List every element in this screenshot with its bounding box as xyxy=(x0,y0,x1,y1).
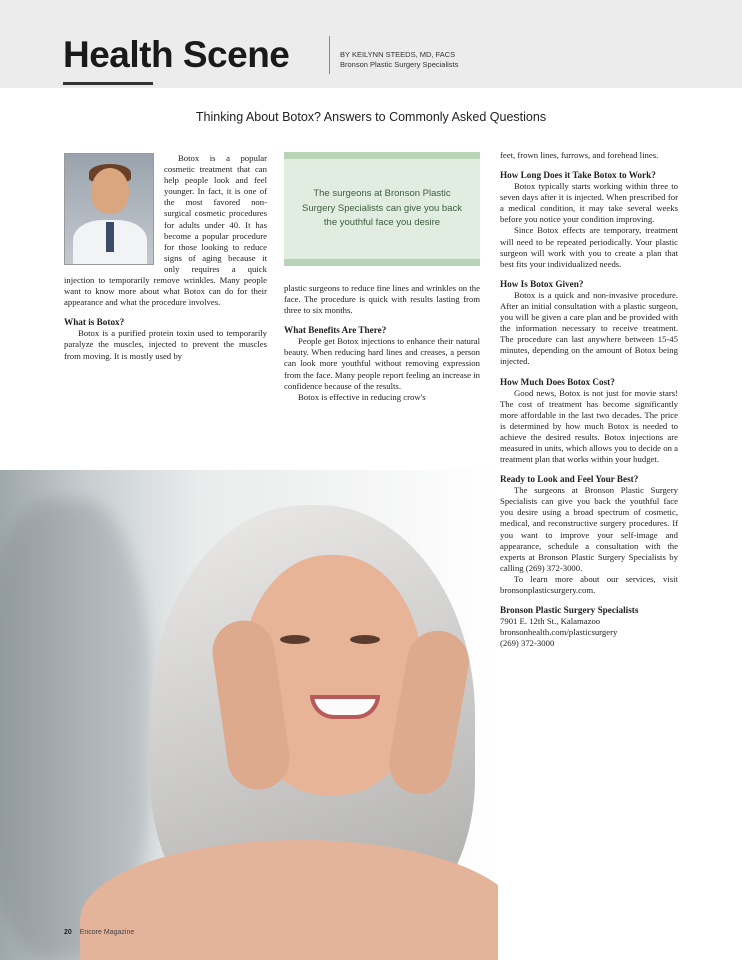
paragraph-benefits: People get Botox injections to enhance their natural beauty. When reducing hard lines and creases, a person can look more youthful without removing expression from the face. Many people report feeling an increase in confidence because of the results. xyxy=(284,336,480,391)
paragraph-crows-feet: Botox is effective in reducing crow's xyxy=(298,391,426,402)
heading-cost: How Much Does Botox Cost? xyxy=(500,376,615,387)
header-band xyxy=(0,0,742,88)
photo-eye-right xyxy=(350,635,380,644)
page-number: 20 xyxy=(64,929,72,936)
column-3 xyxy=(500,150,678,649)
author-portrait xyxy=(64,153,154,265)
contact-street: 7901 E. 12th St., Kalamazoo xyxy=(500,616,601,627)
author-affiliation: Bronson Plastic Surgery Specialists xyxy=(340,60,459,69)
heading-how-long: How Long Does it Take Botox to Work? xyxy=(500,170,656,181)
contact-block xyxy=(500,605,678,649)
intro-paragraph: Botox is a popular cosmetic treatment that can help people look and feel younger. In fact, it is one of the most favored non-surgical cosmetic procedures for adults under 40. It has become a popular procedure for those looking to reduce signs of aging because it only requires a quick injection to temporarily remove wrinkles. Many people want to know more about what Botox can do for their appearance and what the procedure involves. xyxy=(64,153,267,308)
paragraph-how-given: Botox is a quick and non-invasive procedure. After an initial consultation with a plastic surgeon, you will be given a care plan and be provided with the information necessary to receive treatment. The procedure can last anywhere between 15-45 minutes, depending on the amount of Botox being injected. xyxy=(500,289,678,367)
paragraph-learn-more: To learn more about our services, visit bronsonplasticsurgery.com. xyxy=(500,573,678,595)
paragraph-how-long: Botox typically starts working within three to seven days after it is injected. When prescribed for a medical condition, it may take several weeks before you notice your condition improving. xyxy=(500,181,678,225)
heading-what-is-botox: What is Botox? xyxy=(64,317,125,328)
byline xyxy=(340,50,458,70)
header-accent-bar xyxy=(63,82,153,85)
heading-how-given: How Is Botox Given? xyxy=(500,278,584,289)
pull-quote-text: The surgeons at Bronson Plastic Surgery Specialists can give you back the youthful face you desire xyxy=(302,188,462,229)
paragraph-continued: plastic surgeons to reduce fine lines and wrinkles on the face. The procedure is quick with results lasting from three to six months. xyxy=(284,283,480,316)
portrait-face xyxy=(91,168,129,214)
paragraph-lines: feet, frown lines, furrows, and forehead lines. xyxy=(500,150,659,160)
page-footer xyxy=(64,929,134,936)
contact-website: bronsonhealth.com/plasticsurgery xyxy=(500,627,618,638)
heading-benefits: What Benefits Are There? xyxy=(284,325,387,336)
publication-name: Encore Magazine xyxy=(79,929,135,936)
heading-ready: Ready to Look and Feel Your Best? xyxy=(500,474,639,485)
author-name: BY KEILYNN STEEDS, MD, FACS xyxy=(340,50,456,59)
article-title: Thinking About Botox? Answers to Commonly Asked Questions xyxy=(195,110,547,124)
paragraph-ready: The surgeons at Bronson Plastic Surgery Specialists can give you back the youthful face you desire using a broad spectrum of cosmetic, medical, and reconstructive surgery procedures. If you want to improve your self-image and appearance, schedule a consultation with the experts at Bronson Plastic Surgery Specialists by calling (269) 372-3000. xyxy=(500,485,678,573)
pull-quote xyxy=(284,152,480,266)
woman-portrait-photo xyxy=(0,470,498,960)
column-1 xyxy=(64,153,267,362)
paragraph-cost: Good news, Botox is not just for movie stars! The cost of treatment has become significantly more affordable in the last two decades. The price is determined by how much Botox is needed to achieve the desired results. Botox injections are measured in units, which allows you to decide on a treatment plan that works within your budget. xyxy=(500,387,678,465)
paragraph-temporary: Since Botox effects are temporary, treatment will need to be repeated periodically. Your plastic surgeon will work with you to create a plan that best fits your individualized needs. xyxy=(500,225,678,269)
contact-phone: (269) 372-3000 xyxy=(500,638,555,649)
header-divider xyxy=(329,36,330,74)
column-2 xyxy=(284,283,480,403)
photo-eye-left xyxy=(280,635,310,644)
paragraph-what-is-botox: Botox is a purified protein toxin used to temporarily paralyze the muscles, injected to prevent the muscles from moving. It is mostly used by xyxy=(64,328,267,361)
section-title: Health Scene xyxy=(63,34,290,75)
portrait-tie xyxy=(106,222,114,252)
contact-name: Bronson Plastic Surgery Specialists xyxy=(500,605,639,616)
